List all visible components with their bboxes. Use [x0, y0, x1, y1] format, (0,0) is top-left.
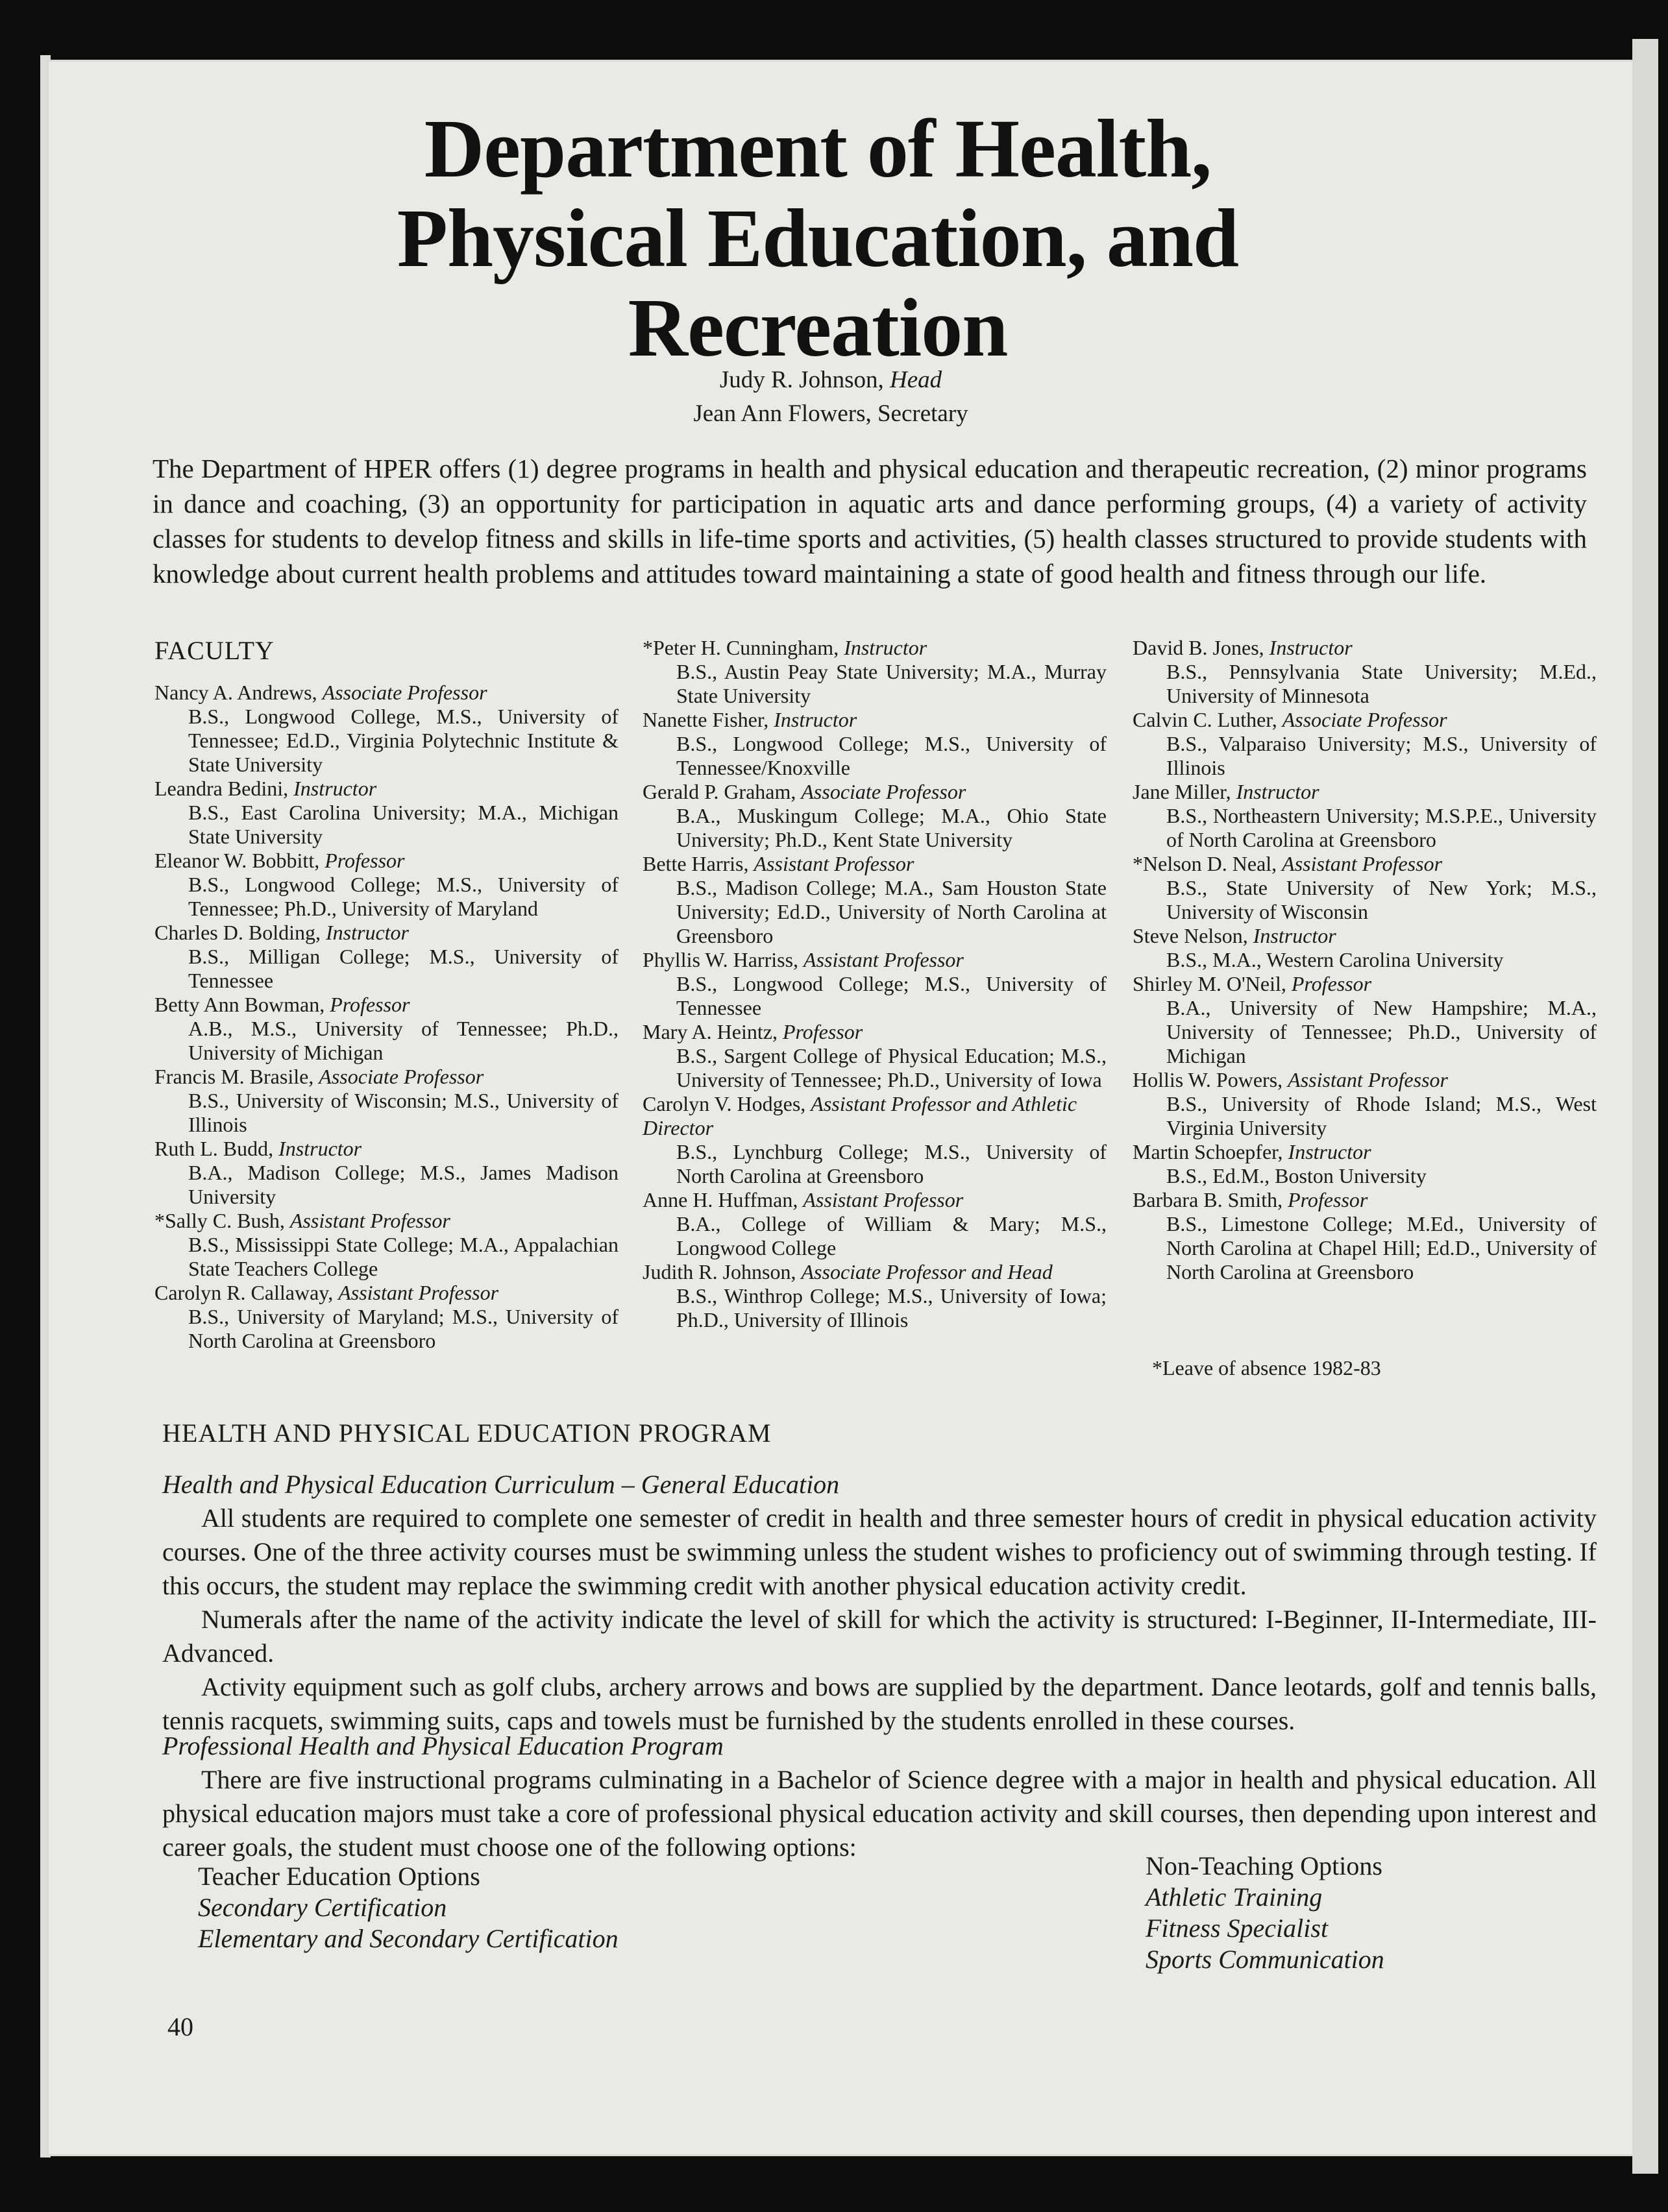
faculty-name: Gerald P. Graham,: [643, 780, 796, 803]
faculty-degrees: B.S., Longwood College; M.S., University of Tennessee/Knoxville: [676, 732, 1107, 779]
faculty-name: Calvin C. Luther,: [1133, 708, 1277, 731]
faculty-degrees: B.S., Mississippi State College; M.A., Appalachian State Teachers College: [188, 1233, 619, 1280]
teacher-option-item: Elementary and Secondary Certification: [198, 1924, 619, 1953]
faculty-title: Assistant Professor: [1282, 852, 1443, 875]
faculty-name-line: [1133, 636, 1597, 660]
faculty-title: Instructor: [293, 777, 377, 800]
faculty-title: Professor: [325, 849, 405, 872]
faculty-entry: [1133, 1140, 1597, 1188]
nonteaching-option-item: Sports Communication: [1146, 1945, 1384, 1974]
nonteaching-option-item: Fitness Specialist: [1146, 1914, 1329, 1943]
curriculum-paragraph-2: Numerals after the name of the activity indicate the level of skill for which the activity is structured: I-Beginner, II-Intermediate, III-Advanced.: [162, 1605, 1597, 1668]
teacher-option-item: Secondary Certification: [198, 1893, 447, 1922]
faculty-name: Charles D. Bolding,: [154, 921, 321, 944]
faculty-name-line: [1133, 1068, 1597, 1092]
faculty-name: Nancy A. Andrews,: [154, 681, 317, 704]
faculty-name-line: [154, 993, 619, 1017]
page-edge-right: [1632, 39, 1658, 2174]
faculty-entry: [1133, 708, 1597, 780]
faculty-title: Professor: [1291, 972, 1372, 995]
faculty-degrees: B.S., Pennsylvania State University; M.Ed., University of Minnesota: [1166, 660, 1597, 707]
faculty-name: *Sally C. Bush,: [154, 1209, 285, 1232]
faculty-name-line: [1133, 924, 1597, 948]
faculty-entry: [1133, 1068, 1597, 1140]
teacher-options-heading: Teacher Education Options: [198, 1862, 480, 1891]
faculty-name-line: [154, 1065, 619, 1089]
faculty-name: Barbara B. Smith,: [1133, 1188, 1283, 1211]
faculty-column-1: [154, 636, 619, 1353]
faculty-title: Instructor: [774, 708, 857, 731]
faculty-title: Instructor: [1288, 1140, 1371, 1163]
faculty-name: Francis M. Brasile,: [154, 1065, 314, 1088]
faculty-title: Assistant Professor: [803, 1188, 964, 1211]
faculty-name: Nanette Fisher,: [643, 708, 769, 731]
faculty-name-line: [154, 921, 619, 945]
faculty-entry: [1133, 972, 1597, 1068]
faculty-name-line: [643, 780, 1107, 804]
faculty-title: Assistant Professor: [338, 1281, 499, 1304]
faculty-entry: [154, 1209, 619, 1281]
faculty-degrees: B.S., University of Wisconsin; M.S., University of Illinois: [188, 1089, 619, 1136]
faculty-title: Assistant Professor: [1288, 1068, 1448, 1091]
faculty-name-line: [1133, 852, 1597, 876]
faculty-degrees: B.A., Madison College; M.S., James Madison University: [188, 1161, 619, 1208]
professional-section: [162, 1729, 1597, 1864]
faculty-title: Instructor: [1269, 636, 1353, 659]
page-title: Department of Health, Physical Education, and Recreation: [397, 103, 1239, 374]
faculty-name: Anne H. Huffman,: [643, 1188, 798, 1211]
faculty-entry: [643, 1188, 1107, 1260]
faculty-entry: [154, 681, 619, 777]
staff-block: [649, 363, 1012, 431]
faculty-title: Instructor: [1253, 924, 1336, 947]
faculty-title: Professor: [1288, 1188, 1368, 1211]
faculty-degrees: B.S., Winthrop College; M.S., University of Iowa; Ph.D., University of Illinois: [676, 1284, 1107, 1331]
faculty-name-line: [1133, 780, 1597, 804]
faculty-degrees: B.A., Muskingum College; M.A., Ohio State University; Ph.D., Kent State University: [676, 804, 1107, 851]
faculty-name-line: [154, 849, 619, 873]
faculty-name: Shirley M. O'Neil,: [1133, 972, 1286, 995]
faculty-title: Assistant Professor: [289, 1209, 450, 1232]
faculty-column-3: [1133, 636, 1597, 1284]
faculty-degrees: B.S., Ed.M., Boston University: [1166, 1164, 1427, 1187]
faculty-entry: [643, 948, 1107, 1020]
faculty-entry: [154, 1281, 619, 1353]
faculty-degrees: B.S., Lynchburg College; M.S., University of North Carolina at Greensboro: [676, 1140, 1107, 1187]
faculty-name-line: [643, 636, 1107, 660]
faculty-name-line: [643, 852, 1107, 876]
faculty-degrees: B.S., M.A., Western Carolina University: [1166, 948, 1504, 971]
staff-head-role: Head: [889, 367, 942, 393]
faculty-name-line: [154, 1137, 619, 1161]
professional-paragraph: There are five instructional programs culminating in a Bachelor of Science degree with a major in health and physical education. All physical education majors must take a core of professional physical education activity and skill courses, then depending upon interest and career goals, the student must choose one of the following options:: [162, 1765, 1597, 1862]
faculty-name: Ruth L. Budd,: [154, 1137, 274, 1160]
faculty-name-line: [154, 1209, 619, 1233]
faculty-heading: FACULTY: [154, 636, 275, 665]
faculty-name: Judith R. Johnson,: [643, 1260, 796, 1283]
faculty-degrees: B.S., East Carolina University; M.A., Michigan State University: [188, 801, 619, 848]
teacher-options: [198, 1861, 619, 1954]
faculty-degrees: B.S., University of Maryland; M.S., University of North Carolina at Greensboro: [188, 1305, 619, 1352]
faculty-title: Instructor: [325, 921, 409, 944]
faculty-degrees: B.A., University of New Hampshire; M.A., University of Tennessee; Ph.D., University of Michigan: [1166, 996, 1597, 1067]
faculty-entry: [643, 708, 1107, 780]
faculty-name: Eleanor W. Bobbitt,: [154, 849, 320, 872]
faculty-title: Assistant Professor: [754, 852, 914, 875]
faculty-entry: [154, 849, 619, 921]
faculty-name: David B. Jones,: [1133, 636, 1264, 659]
leave-note: *Leave of absence 1982-83: [1152, 1356, 1381, 1379]
faculty-name: Hollis W. Powers,: [1133, 1068, 1283, 1091]
faculty-degrees: B.S., University of Rhode Island; M.S., West Virginia University: [1166, 1092, 1597, 1139]
faculty-name-line: [643, 708, 1107, 732]
faculty-column-2: [643, 636, 1107, 1332]
faculty-name-line: [643, 1092, 1107, 1140]
faculty-name-line: [1133, 972, 1597, 996]
faculty-name: Bette Harris,: [643, 852, 749, 875]
faculty-name: *Peter H. Cunningham,: [643, 636, 839, 659]
faculty-title: Associate Professor: [1282, 708, 1447, 731]
faculty-name-line: [643, 948, 1107, 972]
faculty-name: Betty Ann Bowman,: [154, 993, 325, 1016]
faculty-degrees: B.S., State University of New York; M.S., University of Wisconsin: [1166, 876, 1597, 923]
faculty-degrees: B.S., Milligan College; M.S., University of Tennessee: [188, 945, 619, 992]
faculty-name: Leandra Bedini,: [154, 777, 289, 800]
faculty-name-line: [154, 1281, 619, 1305]
faculty-name: Mary A. Heintz,: [643, 1020, 778, 1043]
faculty-entry: [1133, 780, 1597, 852]
curriculum-subheading: Health and Physical Education Curriculum – General Education: [162, 1470, 840, 1499]
faculty-name-line: [1133, 708, 1597, 732]
faculty-entry: [643, 1020, 1107, 1092]
faculty-entry: [154, 921, 619, 993]
faculty-name-line: [1133, 1188, 1597, 1212]
intro-paragraph: The Department of HPER offers (1) degree programs in health and physical education and therapeutic recreation, (2) minor programs in dance and coaching, (3) an opportunity for participation in aquatic arts and dance performing groups, (4) a variety of activity classes for students to develop fitness and skills in life-time sports and activities, (5) health classes structured to provide students with knowledge about current health problems and attitudes toward maintaining a state of good health and fitness through our life.: [153, 454, 1587, 589]
faculty-entry: [643, 1260, 1107, 1332]
faculty-entry: [643, 780, 1107, 852]
faculty-title: Professor: [782, 1020, 863, 1043]
faculty-degrees: B.S., Northeastern University; M.S.P.E., University of North Carolina at Greensboro: [1166, 804, 1597, 851]
faculty-entry: [643, 1092, 1107, 1188]
faculty-name: Steve Nelson,: [1133, 924, 1248, 947]
faculty-degrees: B.S., Valparaiso University; M.S., University of Illinois: [1166, 732, 1597, 779]
faculty-name-line: [643, 1260, 1107, 1284]
faculty-title: Professor: [330, 993, 410, 1016]
faculty-entry: [1133, 852, 1597, 924]
nonteaching-option-item: Athletic Training: [1146, 1882, 1323, 1912]
faculty-degrees: B.S., Sargent College of Physical Education; M.S., University of Tennessee; Ph.D., University of Iowa: [676, 1044, 1107, 1091]
faculty-entry: [643, 636, 1107, 708]
faculty-entry: [154, 777, 619, 849]
faculty-name: Martin Schoepfer,: [1133, 1140, 1283, 1163]
faculty-degrees: B.S., Longwood College; M.S., University of Tennessee: [676, 972, 1107, 1019]
professional-subheading: Professional Health and Physical Education Program: [162, 1731, 724, 1760]
faculty-title: Associate Professor: [322, 681, 487, 704]
staff-secretary: Jean Ann Flowers, Secretary: [693, 400, 968, 427]
faculty-title: Instructor: [278, 1137, 362, 1160]
staff-head: [649, 363, 1012, 397]
curriculum-paragraph-3: Activity equipment such as golf clubs, archery arrows and bows are supplied by the department. Dance leotards, golf and tennis balls, tennis racquets, swimming suits, caps and towels must be furnished by the students enrolled in these courses.: [162, 1672, 1597, 1735]
faculty-name-line: [643, 1020, 1107, 1044]
faculty-name-line: [154, 681, 619, 705]
faculty-name: Phyllis W. Harriss,: [643, 948, 799, 971]
curriculum-section: [162, 1468, 1597, 1738]
faculty-entry: [643, 852, 1107, 948]
faculty-degrees: B.S., Austin Peay State University; M.A., Murray State University: [676, 660, 1107, 707]
faculty-degrees: B.A., College of William & Mary; M.S., Longwood College: [676, 1212, 1107, 1259]
faculty-degrees: B.S., Longwood College, M.S., University of Tennessee; Ed.D., Virginia Polytechnic Institute & State University: [188, 705, 619, 776]
faculty-name-line: [1133, 1140, 1597, 1164]
faculty-name: Jane Miller,: [1133, 780, 1231, 803]
faculty-degrees: B.S., Longwood College; M.S., University of Tennessee; Ph.D., University of Maryland: [188, 873, 619, 920]
nonteaching-options: [1146, 1851, 1384, 1975]
faculty-entry: [1133, 636, 1597, 708]
faculty-degrees: A.B., M.S., University of Tennessee; Ph.D., University of Michigan: [188, 1017, 619, 1064]
curriculum-paragraph-1: All students are required to complete one semester of credit in health and three semester hours of credit in physical education activity courses. One of the three activity courses must be swimming unless the student wishes to proficiency out of swimming through testing. If this occurs, the student may replace the swimming credit with another physical education activity credit.: [162, 1503, 1597, 1600]
page-number: 40: [167, 2012, 193, 2041]
faculty-entry: [154, 1065, 619, 1137]
faculty-degrees: B.S., Madison College; M.A., Sam Houston State University; Ed.D., University of North Carolina at Greensboro: [676, 876, 1107, 947]
faculty-title: Assistant Professor and Athletic Director: [643, 1092, 1077, 1139]
faculty-title: Instructor: [1236, 780, 1319, 803]
faculty-entry: [154, 993, 619, 1065]
faculty-title: Associate Professor: [319, 1065, 484, 1088]
faculty-degrees: B.S., Limestone College; M.Ed., University of North Carolina at Chapel Hill; Ed.D., University of North Carolina at Greensboro: [1166, 1212, 1597, 1283]
faculty-name-line: [643, 1188, 1107, 1212]
staff-head-name: Judy R. Johnson,: [719, 367, 884, 393]
faculty-name: Carolyn V. Hodges,: [643, 1092, 806, 1115]
nonteaching-options-heading: Non-Teaching Options: [1146, 1851, 1382, 1880]
faculty-entry: [154, 1137, 619, 1209]
faculty-title: Instructor: [844, 636, 927, 659]
faculty-title: Assistant Professor: [803, 948, 964, 971]
faculty-title: Associate Professor: [801, 780, 966, 803]
hpe-program-heading: HEALTH AND PHYSICAL EDUCATION PROGRAM: [162, 1418, 772, 1448]
faculty-entry: [1133, 1188, 1597, 1284]
faculty-name: *Nelson D. Neal,: [1133, 852, 1277, 875]
faculty-entry: [1133, 924, 1597, 972]
faculty-name-line: [154, 777, 619, 801]
faculty-title: Associate Professor and Head: [801, 1260, 1053, 1283]
faculty-name: Carolyn R. Callaway,: [154, 1281, 334, 1304]
